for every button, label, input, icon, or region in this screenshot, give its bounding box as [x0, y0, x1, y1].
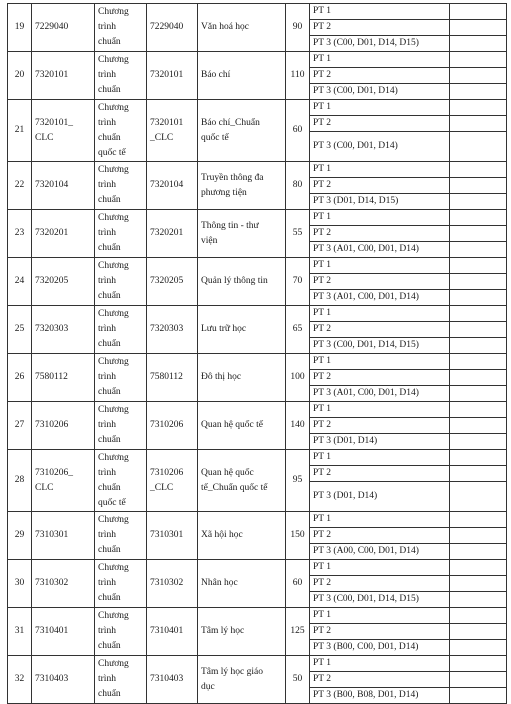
quota: 65 [286, 306, 310, 354]
program-type-line: trình [98, 180, 116, 190]
major-name-line: Lưu trữ học [201, 324, 247, 334]
major-code [32, 258, 95, 306]
admission-method: PT 3 (C00, D01, D14) [310, 84, 450, 100]
row-number: 29 [8, 512, 32, 560]
major-code-text: 7320101 [35, 70, 69, 80]
row-number: 28 [8, 450, 32, 512]
empty-cell [450, 528, 507, 544]
table-row [8, 450, 507, 466]
major-name-line: Báo chí [201, 70, 231, 80]
program-type-line: trình [98, 420, 116, 430]
major-name-line: Xã hội học [201, 530, 243, 540]
program-code [147, 450, 198, 512]
admission-method: PT 1 [310, 4, 450, 20]
quota: 60 [286, 560, 310, 608]
admission-method: PT 2 [310, 20, 450, 36]
major-name [198, 52, 286, 100]
major-name-line: Quản lý thông tin [201, 276, 268, 286]
admission-method: PT 2 [310, 226, 450, 242]
empty-cell [450, 116, 507, 132]
table-row [8, 4, 507, 20]
program-code [147, 402, 198, 450]
empty-cell [450, 258, 507, 274]
empty-cell [450, 544, 507, 560]
admission-method: PT 3 (C00, D01, D14) [310, 132, 450, 162]
admission-method: PT 2 [310, 418, 450, 434]
program-type [95, 306, 147, 354]
major-code [32, 450, 95, 512]
admission-method: PT 3 (D01, D14, D15) [310, 194, 450, 210]
empty-cell [450, 84, 507, 100]
empty-cell [450, 4, 507, 20]
admission-method: PT 1 [310, 402, 450, 418]
empty-cell [450, 608, 507, 624]
program-code-text: 7310403 [150, 674, 184, 684]
empty-cell [450, 592, 507, 608]
empty-cell [450, 640, 507, 656]
program-code-text: 7320303 [150, 324, 184, 334]
program-type-line: chuẩn [98, 435, 121, 445]
major-name-line: Văn hoá học [201, 22, 250, 32]
major-name [198, 354, 286, 402]
major-name-line: viện [201, 235, 218, 246]
empty-cell [450, 434, 507, 450]
table-row [8, 560, 507, 576]
row-number: 32 [8, 656, 32, 704]
major-name-line: tế_Chuẩn quốc tế [201, 482, 268, 493]
major-name-line: Tâm lý học [201, 626, 245, 636]
program-type [95, 354, 147, 402]
table-row [8, 512, 507, 528]
empty-cell [450, 688, 507, 704]
admission-method: PT 1 [310, 354, 450, 370]
admission-method: PT 3 (A01, C00, D01, D14) [310, 242, 450, 258]
quota: 95 [286, 450, 310, 512]
admission-method: PT 1 [310, 512, 450, 528]
program-type-line: chuẩn [98, 641, 121, 651]
program-type-line: Chương [98, 55, 129, 65]
empty-cell [450, 450, 507, 466]
major-name [198, 450, 286, 512]
program-type [95, 52, 147, 100]
admission-method: PT 2 [310, 116, 450, 132]
table-row [8, 258, 507, 274]
program-type-line: chuẩn [98, 132, 121, 143]
major-name [198, 608, 286, 656]
program-type-line: Chương [98, 213, 129, 223]
program-code [147, 656, 198, 704]
major-code [32, 608, 95, 656]
table-row [8, 162, 507, 178]
quota: 80 [286, 162, 310, 210]
empty-cell [450, 290, 507, 306]
program-type-line: trình [98, 228, 116, 238]
program-type-line: trình [98, 22, 116, 32]
program-type [95, 4, 147, 52]
program-type-line: Chương [98, 261, 129, 271]
program-code-text: 7320101 [150, 70, 184, 80]
empty-cell [450, 576, 507, 592]
table-row [8, 100, 507, 116]
major-code [32, 512, 95, 560]
major-name [198, 258, 286, 306]
major-code [32, 656, 95, 704]
major-code [32, 210, 95, 258]
row-number: 25 [8, 306, 32, 354]
empty-cell [450, 466, 507, 482]
admission-method: PT 1 [310, 52, 450, 68]
program-type-line: quốc tế [98, 497, 126, 508]
admission-method: PT 3 (C00, D01, D14, D15) [310, 36, 450, 52]
empty-cell [450, 370, 507, 386]
major-name [198, 560, 286, 608]
empty-cell [450, 512, 507, 528]
quota: 100 [286, 354, 310, 402]
quota: 110 [286, 52, 310, 100]
row-number: 23 [8, 210, 32, 258]
program-type-line: trình [98, 626, 116, 636]
program-type-line: quốc tế [98, 147, 126, 158]
program-type-line: chuẩn [98, 291, 121, 301]
row-number: 20 [8, 52, 32, 100]
program-code [147, 306, 198, 354]
admission-method: PT 3 (D01, D14) [310, 434, 450, 450]
program-code [147, 608, 198, 656]
major-code-text: 7310301 [35, 530, 69, 540]
major-code [32, 52, 95, 100]
program-code [147, 4, 198, 52]
program-type-line: Chương [98, 611, 129, 621]
program-type-line: chuẩn [98, 593, 121, 603]
program-type-line: trình [98, 578, 116, 588]
admission-method: PT 3 (A00, C00, D01, D14) [310, 544, 450, 560]
major-name-line: dục [201, 681, 215, 692]
empty-cell [450, 672, 507, 688]
table-row [8, 354, 507, 370]
program-code-text: 7320201 [150, 228, 184, 238]
empty-cell [450, 274, 507, 290]
major-code-text: 7310206_ CLC [35, 467, 73, 493]
major-name-line: Tâm lý học giáo [201, 666, 263, 677]
admission-method: PT 2 [310, 178, 450, 194]
document-page [7, 3, 506, 704]
major-code [32, 560, 95, 608]
major-code [32, 354, 95, 402]
major-name-line: quốc tế [201, 132, 229, 143]
major-name-line: Đô thị học [201, 372, 242, 382]
admission-method: PT 3 (A01, C00, D01, D14) [310, 290, 450, 306]
major-name [198, 656, 286, 704]
row-number: 27 [8, 402, 32, 450]
empty-cell [450, 68, 507, 84]
admission-method: PT 2 [310, 274, 450, 290]
program-type-line: chuẩn [98, 387, 121, 397]
admission-method: PT 2 [310, 672, 450, 688]
major-name [198, 4, 286, 52]
empty-cell [450, 656, 507, 672]
major-name [198, 402, 286, 450]
admission-method: PT 1 [310, 100, 450, 116]
program-code-text: 7310206 [150, 420, 184, 430]
program-type-line: Chương [98, 563, 129, 573]
program-type-line: chuẩn [98, 689, 121, 699]
major-name-line: Nhân học [201, 578, 238, 588]
program-code-text: 7310206 _CLC [150, 467, 184, 493]
admission-method: PT 1 [310, 608, 450, 624]
major-name [198, 162, 286, 210]
table-row [8, 656, 507, 672]
quota: 150 [286, 512, 310, 560]
admission-method: PT 2 [310, 370, 450, 386]
empty-cell [450, 132, 507, 162]
program-type-line: Chương [98, 405, 129, 415]
program-type [95, 100, 147, 162]
major-code-text: 7310206 [35, 420, 69, 430]
empty-cell [450, 386, 507, 402]
admission-method: PT 1 [310, 258, 450, 274]
program-type-line: chuẩn [98, 482, 121, 493]
quota: 55 [286, 210, 310, 258]
admissions-table [7, 3, 507, 704]
program-code [147, 354, 198, 402]
program-type-line: chuẩn [98, 195, 121, 205]
empty-cell [450, 322, 507, 338]
admission-method: PT 2 [310, 624, 450, 640]
program-type-line: trình [98, 674, 116, 684]
quota: 60 [286, 100, 310, 162]
program-type-line: trình [98, 117, 116, 128]
empty-cell [450, 418, 507, 434]
table-row [8, 402, 507, 418]
major-name [198, 100, 286, 162]
program-code [147, 162, 198, 210]
program-code-text: 7229040 [150, 22, 184, 32]
program-type-line: chuẩn [98, 85, 121, 95]
major-name-line: Báo chí_Chuẩn [201, 117, 260, 128]
admission-method: PT 1 [310, 210, 450, 226]
program-type-line: Chương [98, 165, 129, 175]
empty-cell [450, 20, 507, 36]
major-code-text: 7229040 [35, 22, 69, 32]
program-code-text: 7310302 [150, 578, 184, 588]
empty-cell [450, 52, 507, 68]
major-code-text: 7320201 [35, 228, 69, 238]
program-type [95, 258, 147, 306]
admission-method: PT 1 [310, 560, 450, 576]
empty-cell [450, 624, 507, 640]
major-code-text: 7310401 [35, 626, 69, 636]
major-code-text: 7320205 [35, 276, 69, 286]
program-type-line: chuẩn [98, 243, 121, 253]
program-type [95, 512, 147, 560]
program-type [95, 560, 147, 608]
admission-method: PT 3 (C00, D01, D14, D15) [310, 592, 450, 608]
program-code [147, 210, 198, 258]
program-type-line: trình [98, 372, 116, 382]
major-name-line: Thông tin - thư [201, 220, 259, 231]
admission-method: PT 2 [310, 528, 450, 544]
major-name-line: phương tiện [201, 187, 247, 198]
program-type-line: chuẩn [98, 545, 121, 555]
quota: 70 [286, 258, 310, 306]
program-code-text: 7320205 [150, 276, 184, 286]
program-code [147, 258, 198, 306]
empty-cell [450, 226, 507, 242]
program-type-line: chuẩn [98, 339, 121, 349]
major-code [32, 306, 95, 354]
quota: 140 [286, 402, 310, 450]
program-type [95, 608, 147, 656]
admission-method: PT 3 (D01, D14) [310, 482, 450, 512]
program-type-line: trình [98, 530, 116, 540]
empty-cell [450, 482, 507, 512]
row-number: 31 [8, 608, 32, 656]
empty-cell [450, 242, 507, 258]
empty-cell [450, 338, 507, 354]
admission-method: PT 1 [310, 656, 450, 672]
program-type [95, 450, 147, 512]
program-code [147, 100, 198, 162]
quota: 125 [286, 608, 310, 656]
empty-cell [450, 402, 507, 418]
admission-method: PT 3 (B00, B08, D01, D14) [310, 688, 450, 704]
major-name [198, 210, 286, 258]
program-code-text: 7320101 _CLC [150, 117, 184, 143]
empty-cell [450, 178, 507, 194]
program-type-line: trình [98, 70, 116, 80]
program-type-line: chuẩn [98, 37, 121, 47]
program-code-text: 7580112 [150, 372, 183, 382]
program-code-text: 7310401 [150, 626, 184, 636]
program-type [95, 402, 147, 450]
program-code [147, 512, 198, 560]
major-name [198, 306, 286, 354]
major-code [32, 402, 95, 450]
program-type-line: Chương [98, 515, 129, 525]
row-number: 19 [8, 4, 32, 52]
empty-cell [450, 210, 507, 226]
admission-method: PT 2 [310, 68, 450, 84]
table-row [8, 210, 507, 226]
major-name-line: Truyền thông đa [201, 172, 264, 183]
major-name-line: Quan hệ quốc [201, 467, 254, 478]
empty-cell [450, 306, 507, 322]
row-number: 26 [8, 354, 32, 402]
program-type [95, 656, 147, 704]
admission-method: PT 3 (B00, C00, D01, D14) [310, 640, 450, 656]
admission-method: PT 2 [310, 466, 450, 482]
major-name [198, 512, 286, 560]
row-number: 22 [8, 162, 32, 210]
admission-method: PT 2 [310, 576, 450, 592]
major-name-line: Quan hệ quốc tế [201, 420, 263, 430]
major-code-text: 7320104 [35, 180, 69, 190]
program-code-text: 7310301 [150, 530, 184, 540]
major-code [32, 162, 95, 210]
major-code [32, 100, 95, 162]
table-row [8, 608, 507, 624]
program-type-line: trình [98, 467, 116, 478]
program-code [147, 560, 198, 608]
empty-cell [450, 162, 507, 178]
table-row [8, 306, 507, 322]
program-type-line: Chương [98, 452, 129, 463]
program-type-line: Chương [98, 659, 129, 669]
admissions-table-body [8, 4, 507, 704]
program-code [147, 52, 198, 100]
row-number: 24 [8, 258, 32, 306]
quota: 50 [286, 656, 310, 704]
empty-cell [450, 36, 507, 52]
program-type [95, 162, 147, 210]
admission-method: PT 3 (C00, D01, D14, D15) [310, 338, 450, 354]
admission-method: PT 1 [310, 450, 450, 466]
row-number: 21 [8, 100, 32, 162]
empty-cell [450, 560, 507, 576]
program-type-line: trình [98, 276, 116, 286]
empty-cell [450, 354, 507, 370]
quota: 90 [286, 4, 310, 52]
program-type-line: Chương [98, 102, 129, 113]
major-code [32, 4, 95, 52]
major-code-text: 7320101_ CLC [35, 117, 73, 143]
admission-method: PT 3 (A01, C00, D01, D14) [310, 386, 450, 402]
program-type-line: Chương [98, 309, 129, 319]
admission-method: PT 1 [310, 306, 450, 322]
major-code-text: 7310302 [35, 578, 69, 588]
empty-cell [450, 194, 507, 210]
empty-cell [450, 100, 507, 116]
major-code-text: 7580112 [35, 372, 68, 382]
major-code-text: 7310403 [35, 674, 69, 684]
admission-method: PT 1 [310, 162, 450, 178]
program-type [95, 210, 147, 258]
row-number: 30 [8, 560, 32, 608]
program-type-line: Chương [98, 357, 129, 367]
program-type-line: trình [98, 324, 116, 334]
major-code-text: 7320303 [35, 324, 69, 334]
admission-method: PT 2 [310, 322, 450, 338]
program-type-line: Chương [98, 7, 129, 17]
program-code-text: 7320104 [150, 180, 184, 190]
table-row [8, 52, 507, 68]
